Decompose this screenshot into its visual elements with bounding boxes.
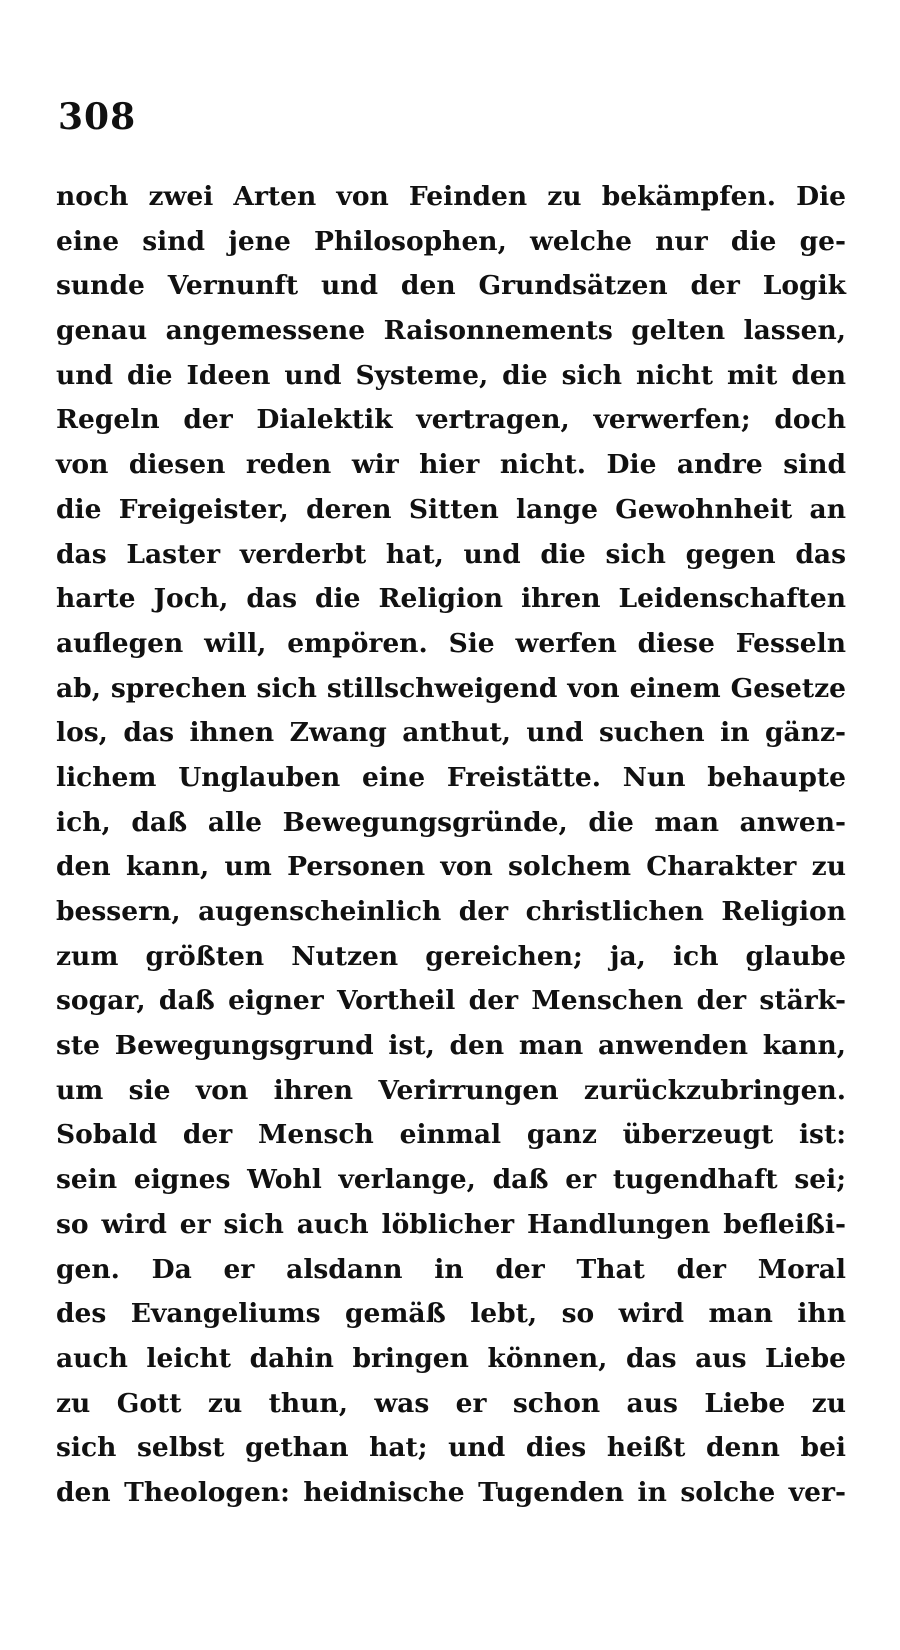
text-line: harte Joch, das die Religion ihren Leidenschaften bbox=[56, 583, 846, 615]
text-line: auch leicht dahin bringen können, das aus Liebe bbox=[56, 1342, 846, 1374]
text-line: zum größten Nutzen gereichen; ja, ich glaube bbox=[56, 940, 846, 972]
text-line: so wird er sich auch löblicher Handlungen befleißi- bbox=[56, 1208, 846, 1240]
text-line: den kann, um Personen von solchem Charakter zu bbox=[56, 851, 846, 883]
text-line: eine sind jene Philosophen, welche nur die ge- bbox=[56, 225, 846, 257]
text-line: lichem Unglauben eine Freistätte. Nun behaupte bbox=[56, 761, 846, 793]
text-line: Regeln der Dialektik vertragen, verwerfen; doch bbox=[56, 404, 846, 436]
text-line: sein eignes Wohl verlange, daß er tugendhaft sei; bbox=[56, 1164, 846, 1196]
text-line: los, das ihnen Zwang anthut, und suchen in gänz- bbox=[56, 717, 846, 749]
text-line: um sie von ihren Verirrungen zurückzubringen. bbox=[56, 1074, 846, 1106]
text-line: Sobald der Mensch einmal ganz überzeugt ist: bbox=[56, 1119, 846, 1151]
text-line: noch zwei Arten von Feinden zu bekämpfen. Die bbox=[56, 181, 846, 212]
text-line: ste Bewegungsgrund ist, den man anwenden kann, bbox=[56, 1030, 846, 1062]
text-line: von diesen reden wir hier nicht. Die andre sind bbox=[56, 449, 846, 481]
page-number: 308 bbox=[58, 96, 137, 138]
text-line: des Evangeliums gemäß lebt, so wird man ihn bbox=[56, 1298, 846, 1330]
text-line: sogar, daß eigner Vortheil der Menschen der stärk- bbox=[56, 985, 846, 1017]
text-line: und die Ideen und Systeme, die sich nicht mit den bbox=[56, 359, 846, 391]
text-line: gen. Da er alsdann in der That der Moral bbox=[56, 1253, 846, 1285]
body-text bbox=[56, 175, 846, 1516]
text-line: ab, sprechen sich stillschweigend von einem Gesetze bbox=[56, 672, 846, 704]
text-line: sunde Vernunft und den Grundsätzen der Logik bbox=[56, 270, 846, 302]
text-line: ich, daß alle Bewegungsgründe, die man anwen- bbox=[56, 806, 846, 838]
text-line: bessern, augenscheinlich der christlichen Religion bbox=[56, 896, 846, 927]
text-line: sich selbst gethan hat; und dies heißt denn bei bbox=[56, 1432, 846, 1464]
text-line: das Laster verderbt hat, und die sich gegen das bbox=[56, 538, 846, 570]
text-line: auflegen will, empören. Sie werfen diese Fesseln bbox=[56, 627, 846, 659]
text-line: zu Gott zu thun, was er schon aus Liebe zu bbox=[56, 1387, 846, 1419]
text-line: den Theologen: heidnische Tugenden in solche ver- bbox=[56, 1476, 846, 1508]
text-line: die Freigeister, deren Sitten lange Gewohnheit an bbox=[56, 493, 846, 525]
text-line: genau angemessene Raisonnements gelten lassen, bbox=[56, 315, 846, 347]
